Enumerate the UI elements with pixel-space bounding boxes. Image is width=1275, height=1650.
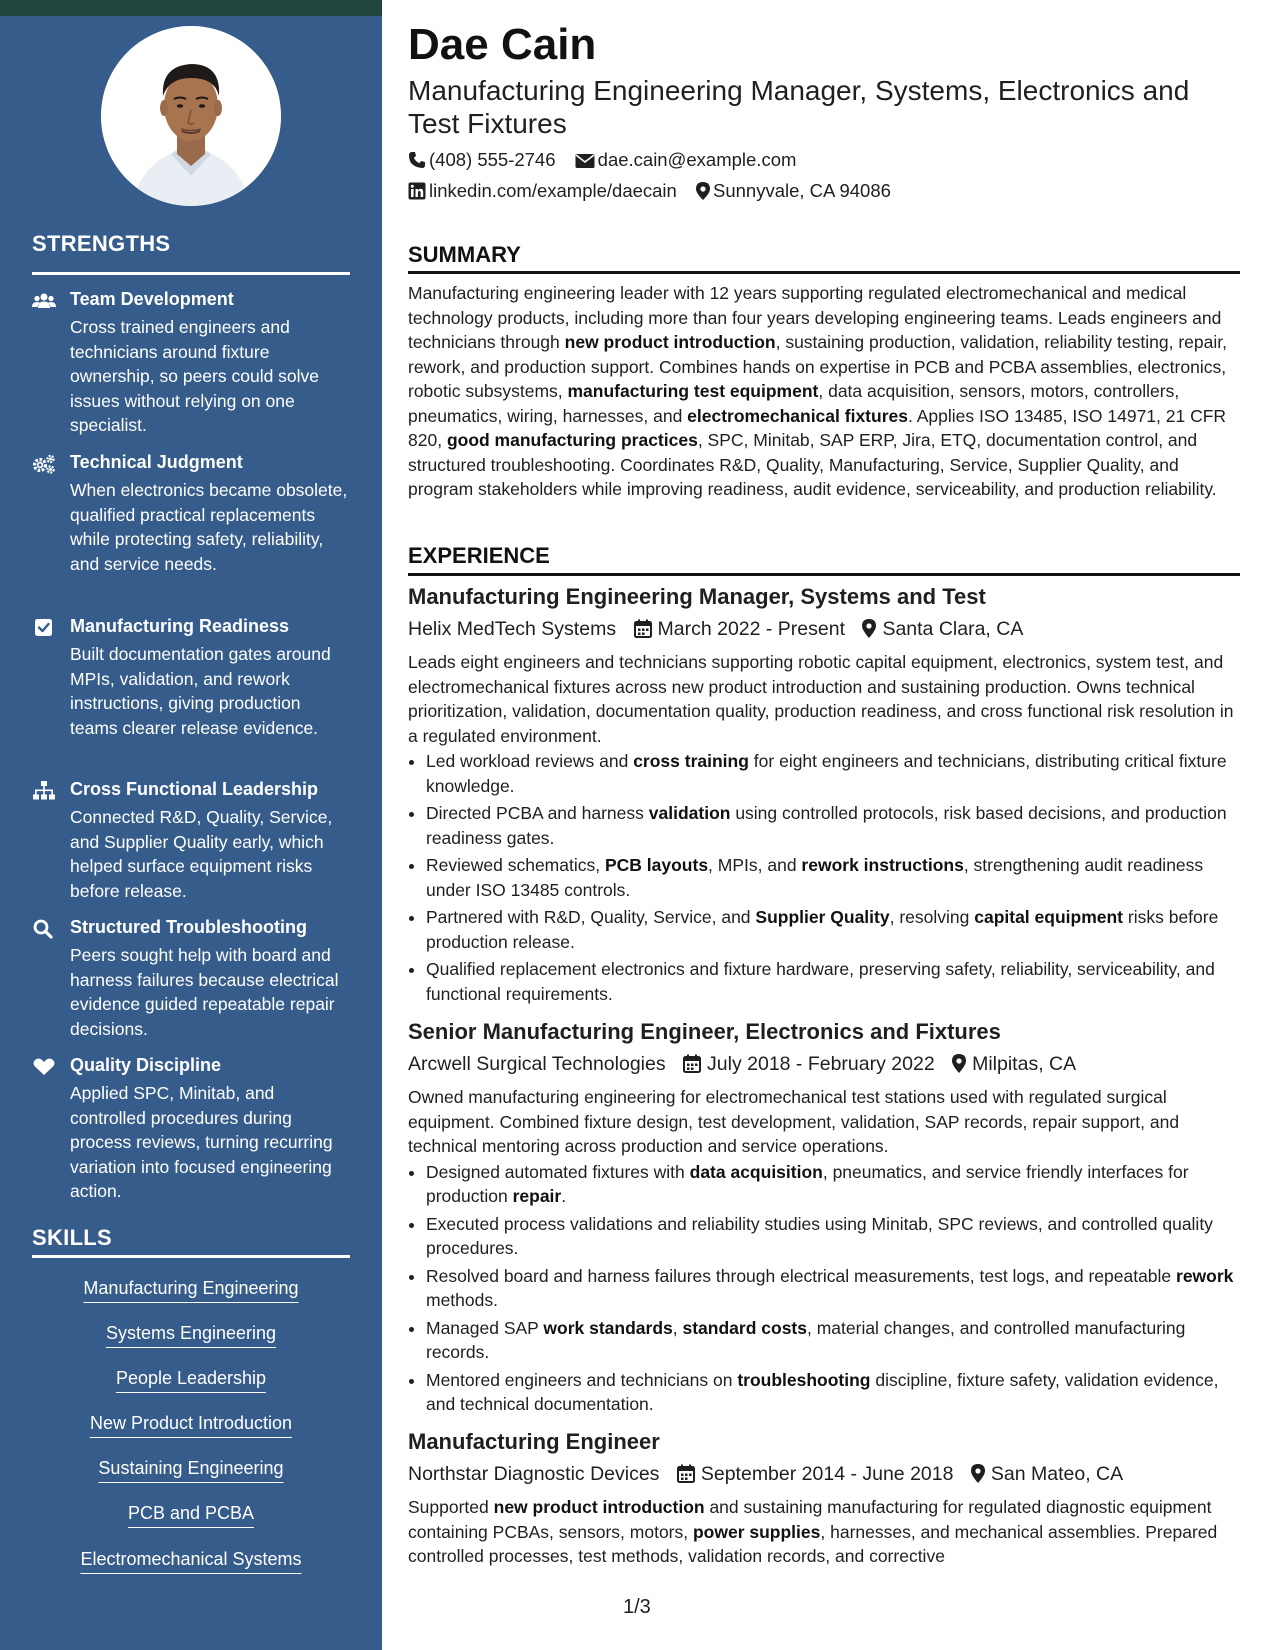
keyword-emphasis: electromechanical fixtures — [687, 405, 908, 426]
keyword-emphasis: repair — [512, 1186, 562, 1206]
keyword-emphasis: capital equipment — [974, 907, 1124, 927]
job-meta — [408, 616, 1240, 642]
phone-contact — [408, 149, 556, 171]
keyword-emphasis: rework — [1176, 1265, 1234, 1286]
keyword-emphasis: standard costs — [682, 1317, 807, 1338]
job-dates: March 2022 - Present — [657, 618, 846, 640]
job-location: Milpitas, CA — [972, 1053, 1077, 1075]
job-company: Helix MedTech Systems — [408, 618, 617, 640]
experience-title: EXPERIENCE — [408, 543, 550, 568]
job-title: Manufacturing Engineering Manager, Systems and Test — [408, 584, 986, 609]
job-company: Northstar Diagnostic Devices — [408, 1463, 660, 1485]
keyword-emphasis: PCB layouts — [604, 855, 709, 875]
experience-divider — [408, 573, 1240, 576]
job-meta — [408, 1461, 1240, 1487]
job-bullet: • Mentored engineers and technicians on troubleshooting discipline, fixture safety, validation evidence, and technical documentation. — [426, 1368, 1240, 1417]
strength-title: Technical Judgment — [70, 452, 243, 472]
strength-title: Cross Functional Leadership — [70, 779, 319, 799]
skills-title: SKILLS — [32, 1225, 113, 1250]
job-dates: July 2018 - February 2022 — [707, 1053, 935, 1075]
contact-row — [408, 180, 905, 202]
skill-tag: PCB and PCBA — [128, 1503, 254, 1528]
strength-description: Cross trained engineers and technicians around fixture ownership, so peers could solve issues without relying on one specialist. — [70, 317, 320, 435]
job-company: Arcwell Surgical Technologies — [408, 1053, 666, 1075]
email-text: dae.cain@example.com — [597, 149, 797, 170]
keyword-emphasis: cross training — [633, 751, 749, 771]
job-bullet: • Designed automated fixtures with data acquisition, pneumatics, and service friendly interfaces for production repair. — [426, 1160, 1240, 1209]
strength-description: Connected R&D, Quality, Service, and Supplier Quality early, which helped surface equipment risks before release. — [70, 807, 333, 901]
calendar-icon — [677, 1463, 701, 1485]
job-dates-wrap — [634, 616, 846, 642]
gears-icon — [32, 454, 56, 474]
job-location: Santa Clara, CA — [882, 618, 1024, 640]
skill-tag: Electromechanical Systems — [80, 1549, 301, 1574]
envelope-icon — [575, 149, 598, 170]
calendar-icon — [683, 1053, 707, 1075]
candidate-name: Dae Cain — [408, 20, 597, 69]
map-pin-icon — [862, 618, 882, 640]
keyword-emphasis: validation — [648, 803, 731, 823]
strength-title: Quality Discipline — [70, 1055, 222, 1075]
job-bullet: • Partnered with R&D, Quality, Service, and Supplier Quality, resolving capital equipment risks before production release. — [426, 905, 1240, 954]
sidebar-top-band — [0, 0, 382, 16]
checkbox-icon — [32, 618, 56, 638]
skill-tag: Manufacturing Engineering — [83, 1278, 298, 1303]
job-bullet: • Directed PCBA and harness validation using controlled protocols, risk based decisions, and production readiness gates. — [426, 801, 1240, 850]
keyword-emphasis: new product introduction — [493, 1497, 705, 1517]
keyword-emphasis: new product introduction — [564, 332, 776, 352]
phone-icon — [408, 149, 429, 170]
strength-title: Structured Troubleshooting — [70, 917, 307, 937]
linkedin-text: linkedin.com/example/daecain — [429, 180, 677, 201]
job-bullet: • Managed SAP work standards, standard costs, material changes, and controlled manufacturing records. — [426, 1316, 1240, 1365]
skill-tag: New Product Introduction — [90, 1413, 292, 1438]
strength-description: When electronics became obsolete, qualified practical replacements while protecting safety, reliability, and service needs. — [70, 480, 348, 574]
job-dates-wrap — [677, 1461, 954, 1487]
job-entry — [408, 1019, 1240, 1420]
keyword-emphasis: work standards — [543, 1317, 673, 1338]
job-meta — [408, 1051, 1240, 1077]
job-entry — [408, 1429, 1240, 1569]
job-location-wrap — [952, 1051, 1076, 1077]
job-bullet: • Led workload reviews and cross training for eight engineers and technicians, distributing critical fixture knowledge. — [426, 749, 1240, 798]
job-bullets — [408, 1160, 1240, 1417]
job-title: Senior Manufacturing Engineer, Electronics and Fixtures — [408, 1019, 1001, 1044]
skills-divider — [32, 1255, 350, 1258]
keyword-emphasis: data acquisition — [689, 1161, 823, 1182]
job-bullet: • Reviewed schematics, PCB layouts, MPIs, and rework instructions, strengthening audit readiness under ISO 13485 controls. — [426, 853, 1240, 902]
strengths-divider — [32, 272, 350, 275]
summary-title: SUMMARY — [408, 242, 521, 267]
location-contact — [696, 180, 891, 202]
calendar-icon — [634, 618, 658, 640]
strength-title: Team Development — [70, 289, 234, 309]
job-title: Manufacturing Engineer — [408, 1429, 660, 1454]
keyword-emphasis: power supplies — [692, 1521, 821, 1542]
job-entry — [408, 584, 1240, 1009]
summary-text: Manufacturing engineering leader with 12 years supporting regulated electromechanical and medical technology products, including more than four years developing engineering teams. Leads engineers and technicians through new product introduction, sustaining production, validation, reliability testing, repair, rework, and production support. Combines hands on expertise in PCB and PCBA assemblies, electronics, robotic subsystems, manufacturing test equipment, data acquisition, sensors, motors, controllers, pneumatics, wiring, harnesses, and electromechanical fixtures. Applies ISO 13485, ISO 14971, 21 CFR 820, good manufacturing practices, SPC, Minitab, SAP ERP, Jira, ETQ, documentation control, and structured troubleshooting. Coordinates R&D, Quality, Manufacturing, Service, Supplier Quality, and program stakeholders while improving readiness, audit evidence, serviceability, and production reliability. — [408, 283, 1227, 499]
sitemap-icon — [32, 781, 56, 801]
job-dates: September 2014 - June 2018 — [700, 1463, 954, 1485]
skill-tag: Systems Engineering — [106, 1323, 276, 1348]
skill-tag: Sustaining Engineering — [98, 1458, 283, 1483]
location-text: Sunnyvale, CA 94086 — [712, 180, 891, 201]
job-bullet: • Executed process validations and reliability studies using Minitab, SPC reviews, and controlled quality procedures. — [426, 1212, 1240, 1261]
keyword-emphasis: rework instructions — [801, 855, 964, 875]
search-icon — [32, 919, 56, 939]
sidebar — [0, 0, 382, 1650]
strengths-title: STRENGTHS — [32, 231, 171, 256]
profile-photo — [101, 26, 281, 206]
candidate-headline: Manufacturing Engineering Manager, Systems, Electronics and Test Fixtures — [408, 75, 1190, 139]
heart-icon — [32, 1057, 56, 1077]
summary-divider — [408, 271, 1240, 274]
keyword-emphasis: Supplier Quality — [755, 907, 890, 927]
job-bullet: • Qualified replacement electronics and fixture hardware, preserving safety, reliability, serviceability, and functional requirements. — [426, 957, 1240, 1006]
contact-row — [408, 149, 810, 171]
email-contact — [575, 149, 797, 171]
strength-description: Applied SPC, Minitab, and controlled procedures during process reviews, turning recurring variation into focused engineering action. — [70, 1083, 333, 1201]
keyword-emphasis: troubleshooting — [737, 1369, 871, 1390]
job-location-wrap — [971, 1461, 1123, 1487]
skill-tag: People Leadership — [116, 1368, 266, 1393]
job-description: Owned manufacturing engineering for electromechanical test stations used with regulated surgical equipment. Combined fixture design, test development, validation, SAP records, repair support, and technical mentoring across production and service operations. — [408, 1087, 1180, 1156]
team-icon — [32, 291, 56, 311]
keyword-emphasis: good manufacturing practices — [446, 430, 698, 450]
strength-description: Built documentation gates around MPIs, validation, and rework instructions, giving production teams clearer release evidence. — [70, 644, 331, 738]
job-description: Supported new product introduction and sustaining manufacturing for regulated diagnostic equipment containing PCBAs, sensors, motors, power supplies, harnesses, and mechanical assemblies. Prepared controlled processes, test methods, validation records, and corrective — [408, 1497, 1218, 1566]
page-number: 1/3 — [623, 1596, 651, 1618]
linkedin-contact — [408, 180, 677, 202]
job-location-wrap — [862, 616, 1023, 642]
job-description: Leads eight engineers and technicians supporting robotic capital equipment, electronics, system test, and electromechanical fixtures across new product introduction and sustaining production. Owns technical prioritization, validation, documentation quality, production readiness, and cross functional risk resolution in a regulated environment. — [408, 652, 1234, 746]
map-pin-icon — [952, 1053, 972, 1075]
job-bullets — [408, 749, 1240, 1006]
strength-description: Peers sought help with board and harness failures because electrical evidence guided repeatable repair decisions. — [70, 945, 339, 1039]
map-pin-icon — [696, 180, 713, 201]
map-pin-icon — [971, 1463, 991, 1485]
linkedin-icon — [408, 180, 429, 201]
job-location: San Mateo, CA — [990, 1463, 1124, 1485]
strength-title: Manufacturing Readiness — [70, 616, 290, 636]
phone-text: (408) 555-2746 — [429, 149, 556, 170]
job-dates-wrap — [683, 1051, 935, 1077]
keyword-emphasis: manufacturing test equipment — [567, 381, 819, 401]
job-bullet: • Resolved board and harness failures through electrical measurements, test logs, and repeatable rework methods. — [426, 1264, 1240, 1313]
